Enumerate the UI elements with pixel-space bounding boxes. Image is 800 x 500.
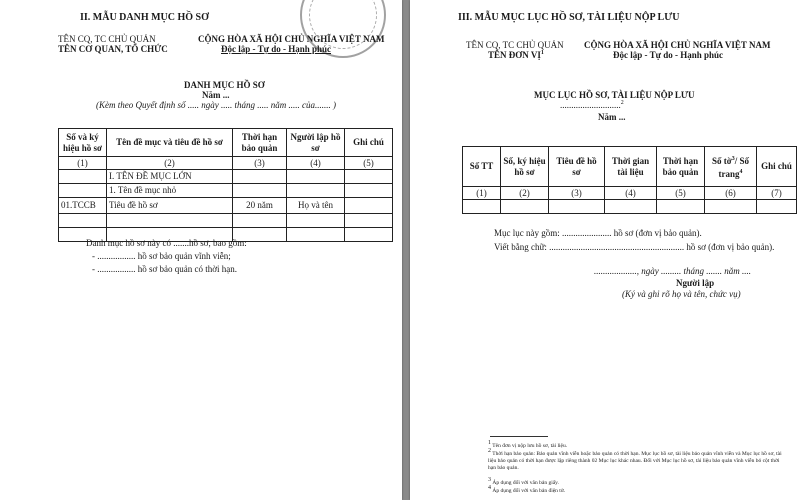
left-summary-line-1: Danh mục hồ sơ này có .......hồ sơ, bao gồm: — [86, 238, 247, 248]
left-records-table — [58, 128, 393, 242]
right-header-index: Số TT — [463, 147, 501, 187]
right-title-dots: ...........................$^2$ — [560, 100, 624, 110]
left-year: Năm ... — [202, 90, 230, 100]
right-header-note: Ghi chú — [757, 147, 797, 187]
right-date-line: ..................., ngày ......... tháng ....... năm .... — [594, 266, 751, 276]
right-col-number: (1) — [463, 187, 501, 200]
right-motto: Độc lập - Tự do - Hạnh phúc — [613, 50, 724, 60]
left-summary-line-3: - ................. hồ sơ bảo quản có thời hạn. — [92, 264, 237, 274]
left-minor-heading: 1. Tên đề mục nhỏ — [107, 184, 233, 198]
right-col-number: (3) — [549, 187, 605, 200]
right-header-time: Thời gian tài liệu — [605, 147, 657, 187]
right-submission-table — [462, 146, 797, 214]
right-summary-line-2: Viết bằng chữ: ............................................................ hồ sơ (đơn vị bảo quản). — [494, 242, 775, 252]
left-row-person: Họ và tên — [287, 198, 345, 214]
right-summary-line-1: Mục lục này gồm: ...................... hồ sơ (đơn vị bảo quản). — [494, 228, 702, 238]
left-col-number: (5) — [345, 157, 393, 170]
left-row-title: Tiêu đề hồ sơ — [107, 198, 233, 214]
right-header-code: Số, ký hiệu hồ sơ — [501, 147, 549, 187]
left-col-number: (1) — [59, 157, 107, 170]
right-header-title: Tiêu đề hồ sơ — [549, 147, 605, 187]
footnote-1: $^1$ Tên đơn vị nộp lưu hồ sơ, tài liệu. — [488, 440, 568, 449]
left-doc-title: DANH MỤC HỒ SƠ — [184, 80, 265, 90]
left-header-title: Tên đề mục và tiêu đề hồ sơ — [107, 129, 233, 157]
left-col-number: (4) — [287, 157, 345, 170]
footnote-4: $^4$ Áp dụng đối với văn bản điện tử. — [488, 485, 566, 494]
right-signer-title: Người lập — [676, 278, 715, 288]
left-col-number: (2) — [107, 157, 233, 170]
left-section-title: II. MẪU DANH MỤC HỒ SƠ — [80, 12, 209, 23]
right-col-number: (6) — [705, 187, 757, 200]
left-major-heading: I. TÊN ĐỀ MỤC LỚN — [107, 170, 233, 184]
left-row-code: 01.TCCB — [59, 198, 107, 214]
footnote-divider — [490, 436, 548, 437]
footnote-2: $^2$ Thời hạn bảo quản: Bảo quản vĩnh viễn hoặc bảo quản có thời hạn. Mục lục hồ sơ, tài liệu bảo quản vĩnh viễn và Mục lục hồ sơ, tài liệu bảo quản có thời hạn được lập riêng thành 02 Mục lục khác nhau. Đối với Mục lục hồ sơ, tài liệu bảo quản vĩnh viễn bỏ cột thời hạn bảo quản. — [488, 448, 782, 471]
left-row-note — [345, 198, 393, 214]
right-agency-parent: TÊN CQ, TC CHỦ QUẢN — [466, 40, 564, 50]
right-header-period: Thời hạn bảo quản — [657, 147, 705, 187]
left-nation-name: CỘNG HÒA XÃ HỘI CHỦ NGHĨA VIỆT NAM — [198, 34, 385, 44]
right-signer-note: (Ký và ghi rõ họ và tên, chức vụ) — [622, 289, 741, 299]
left-agency-parent: TÊN CQ, TC CHỦ QUẢN — [58, 34, 156, 44]
left-summary-line-2: - ................. hồ sơ bảo quản vĩnh viễn; — [92, 251, 231, 261]
left-motto: Độc lập - Tự do - Hạnh phúc — [221, 44, 332, 54]
left-row-period: 20 năm — [233, 198, 287, 214]
left-header-note: Ghi chú — [345, 129, 393, 157]
left-header-person: Người lập hồ sơ — [287, 129, 345, 157]
right-doc-title: MỤC LỤC HỒ SƠ, TÀI LIỆU NỘP LƯU — [534, 90, 695, 100]
right-nation-name: CỘNG HÒA XÃ HỘI CHỦ NGHĨA VIỆT NAM — [584, 40, 771, 50]
footnote-3: $^3$ Áp dụng đối với văn bản giấy. — [488, 477, 559, 486]
left-agency-name: TÊN CƠ QUAN, TỔ CHỨC — [58, 44, 168, 54]
right-col-number: (2) — [501, 187, 549, 200]
left-col-number: (3) — [233, 157, 287, 170]
right-header-sheets: Số tờ$^3$/ Số trang$^4$ — [705, 147, 757, 187]
right-col-number: (5) — [657, 187, 705, 200]
right-col-number: (4) — [605, 187, 657, 200]
right-page — [410, 0, 800, 500]
left-header-code: Số và ký hiệu hồ sơ — [59, 129, 107, 157]
left-attached-note: (Kèm theo Quyết định số ..... ngày ..... tháng ..... năm ..... của....... ) — [96, 100, 336, 110]
left-header-period: Thời hạn bảo quản — [233, 129, 287, 157]
right-col-number: (7) — [757, 187, 797, 200]
right-agency-name: TÊN ĐƠN VỊ$^1$ — [488, 50, 544, 60]
right-section-title: III. MẪU MỤC LỤC HỒ SƠ, TÀI LIỆU NỘP LƯU — [458, 12, 680, 23]
right-year: Năm ... — [598, 112, 626, 122]
